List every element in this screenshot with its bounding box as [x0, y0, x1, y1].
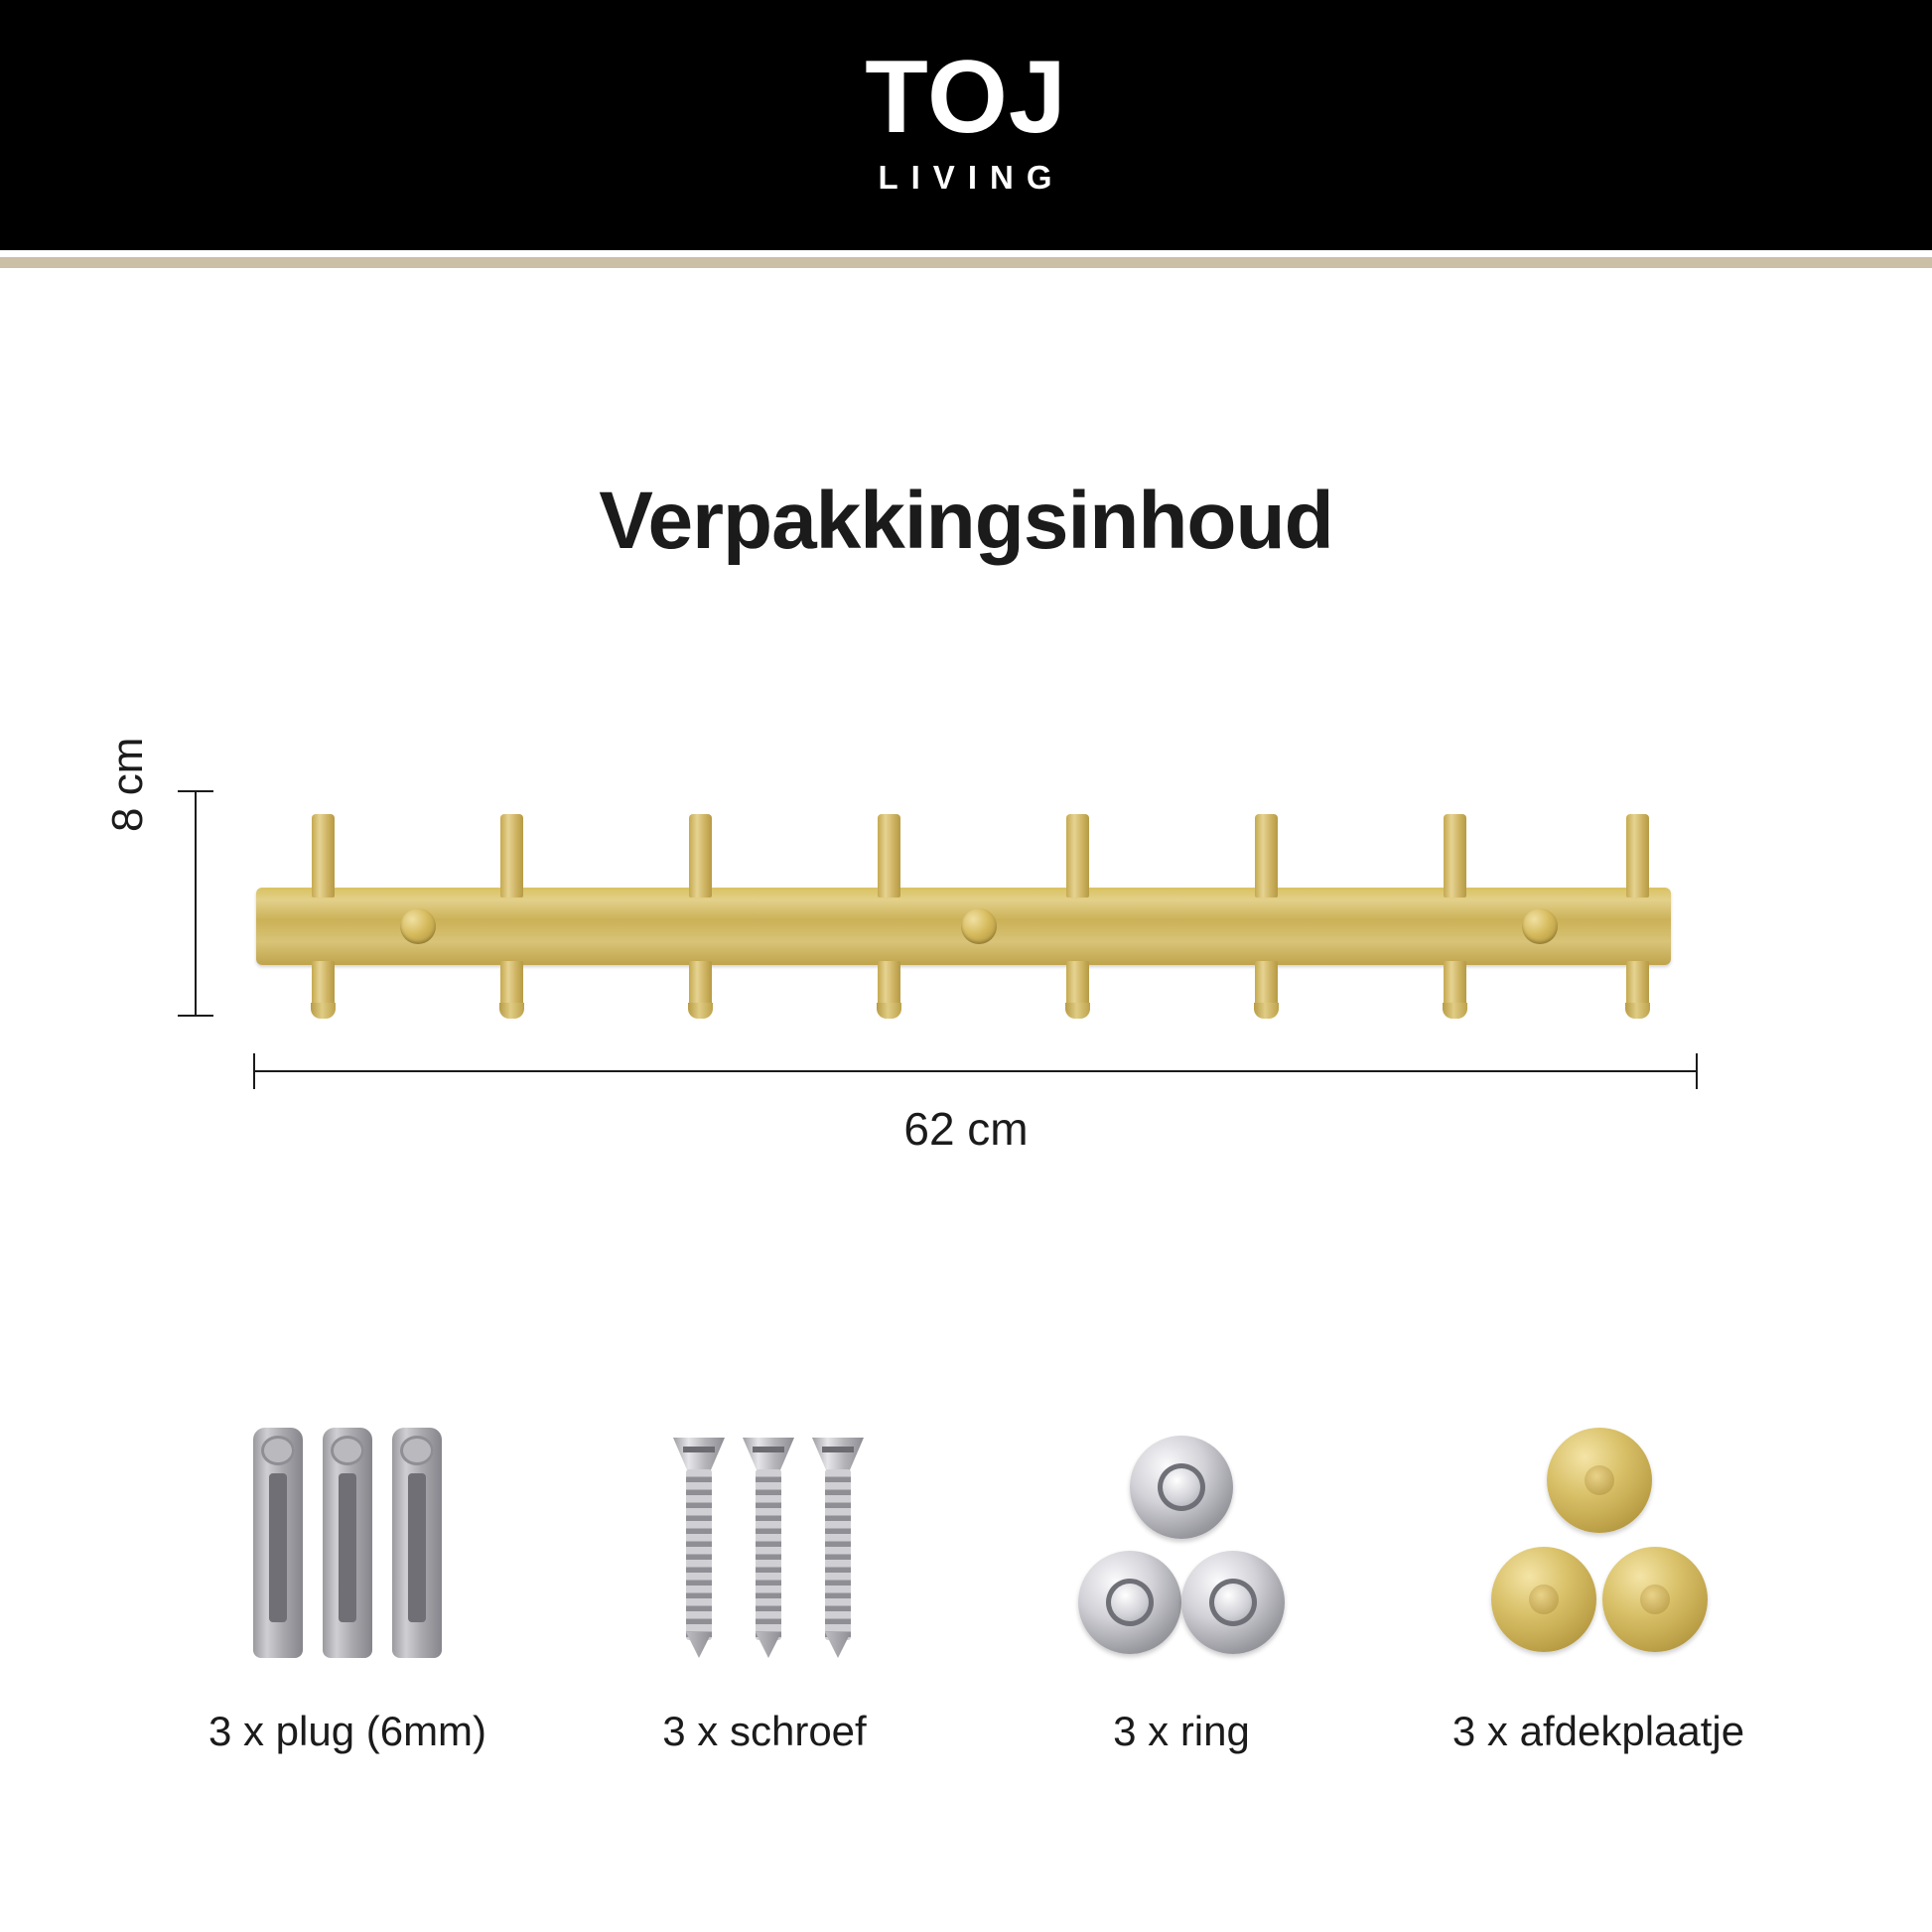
- screw-icon: [566, 1410, 963, 1678]
- page-title: Verpakkingsinhoud: [599, 476, 1333, 566]
- accent-divider: [0, 257, 1932, 268]
- hook-up-6: [1255, 814, 1278, 897]
- part-label-plug: 3 x plug (6mm): [207, 1708, 487, 1754]
- width-dimension-label: 62 cm: [903, 1103, 1029, 1155]
- brand-logo: [865, 39, 1067, 196]
- parts-list: [149, 1410, 1797, 1755]
- hook-up-8: [1626, 814, 1649, 897]
- brand-name: TOJ: [865, 39, 1067, 155]
- hook-up-3: [689, 814, 712, 897]
- hook-up-4: [878, 814, 900, 897]
- mounting-screw-cap-2: [961, 908, 997, 944]
- part-item-schroef: [566, 1410, 963, 1755]
- hook-down-5: [1066, 961, 1089, 1019]
- hook-down-2: [500, 961, 523, 1019]
- hook-down-3: [689, 961, 712, 1019]
- brand-tagline: LIVING: [878, 158, 1065, 196]
- hook-down-4: [878, 961, 900, 1019]
- plug-icon: [149, 1410, 546, 1678]
- hook-up-1: [312, 814, 335, 897]
- hook-up-7: [1444, 814, 1466, 897]
- brand-header: [0, 0, 1932, 250]
- part-item-afdekplaatje: [1400, 1410, 1797, 1755]
- mounting-screw-cap-3: [1522, 908, 1558, 944]
- cover-cap-icon: [1400, 1410, 1797, 1678]
- part-item-plug: [149, 1410, 546, 1755]
- ring-icon: [983, 1410, 1380, 1678]
- part-label-ring: 3 x ring: [1113, 1708, 1250, 1754]
- hook-down-8: [1626, 961, 1649, 1019]
- height-dimension-line: [195, 790, 197, 1017]
- hook-down-1: [312, 961, 335, 1019]
- mounting-screw-cap-1: [400, 908, 436, 944]
- part-item-ring: [983, 1410, 1380, 1755]
- product-illustration: [226, 776, 1702, 1052]
- hook-down-7: [1444, 961, 1466, 1019]
- part-label-afdekplaatje: 3 x afdekplaatje: [1451, 1708, 1745, 1754]
- part-label-schroef: 3 x schroef: [662, 1708, 867, 1754]
- width-dimension-line: [253, 1070, 1698, 1072]
- hook-up-5: [1066, 814, 1089, 897]
- height-dimension-label: 8 cm: [103, 737, 152, 832]
- hook-down-6: [1255, 961, 1278, 1019]
- hook-up-2: [500, 814, 523, 897]
